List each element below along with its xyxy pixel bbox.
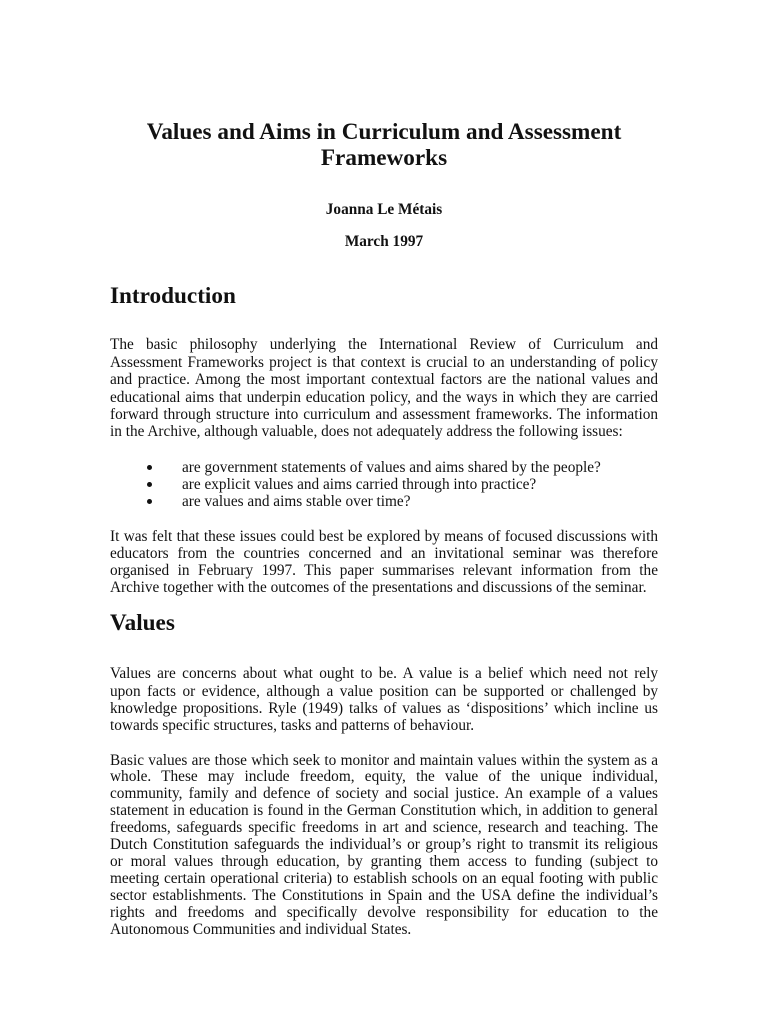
text-line: towards specific structures, tasks and patterns of behaviour. <box>110 717 475 735</box>
publication-date: March 1997 <box>344 233 424 250</box>
text-line: meeting certain operational criteria) to establish schools on an equal footing with public <box>110 869 658 887</box>
bullet-icon <box>147 465 152 470</box>
introduction-paragraph-1 <box>110 336 658 440</box>
issues-bullet-list <box>110 459 658 510</box>
introduction-paragraph-2 <box>110 528 658 596</box>
text-line: and practice. Among the most important contextual factors are the national values and <box>110 371 658 389</box>
bullet-icon <box>147 499 152 504</box>
bullet-icon <box>147 482 152 487</box>
text-line: Dutch Constitution safeguards the individual’s or group’s right to transmit its religious <box>110 836 658 854</box>
bullet-item <box>110 476 658 493</box>
text-line: freedoms, safeguards specific freedoms in art and science, research and teaching. The <box>110 819 658 837</box>
text-line: community, family and defence of society and social justice. An example of a values <box>110 785 658 803</box>
text-line: Basic values are those which seek to monitor and maintain values within the system as a <box>110 751 658 769</box>
text-line: statement in education is found in the German Constitution which, in addition to general <box>110 802 658 820</box>
document-title-line: Frameworks <box>320 145 448 171</box>
text-line: It was felt that these issues could best be explored by means of focused discussions with <box>110 527 658 545</box>
text-line: rights and freedoms and specifically devolve responsibility for education to the <box>110 903 658 921</box>
text-line: Archive together with the outcomes of the presentations and discussions of the seminar. <box>110 578 647 596</box>
text-line: or moral values through education, by granting them access to funding (subject to <box>110 852 658 870</box>
text-line: organised in February 1997. This paper summarises relevant information from the <box>110 561 658 579</box>
text-line: whole. These may include freedom, equity, the value of the unique individual, <box>110 768 658 786</box>
section-heading-introduction: Introduction <box>110 283 236 309</box>
document-title <box>0 119 768 171</box>
text-line: Values are concerns about what ought to be. A value is a belief which need not rely <box>110 665 658 683</box>
text-line: in the Archive, although valuable, does not adequately address the following issues: <box>110 423 623 441</box>
values-paragraph-1 <box>110 665 658 734</box>
bullet-text: are government statements of values and aims shared by the people? <box>182 458 601 476</box>
author: Joanna Le Métais <box>325 201 443 218</box>
values-paragraph-2 <box>110 753 658 939</box>
text-line: educational aims that underpin education policy, and the ways in which they are carried <box>110 388 658 406</box>
text-line: knowledge propositions. Ryle (1949) talks of values as ‘dispositions’ which incline us <box>110 699 658 717</box>
text-line: The basic philosophy underlying the International Review of Curriculum and <box>110 336 658 354</box>
bullet-item <box>110 459 658 476</box>
section-heading-values: Values <box>110 610 175 636</box>
bullet-text: are values and aims stable over time? <box>182 492 411 510</box>
text-line: forward through structure into curriculum and assessment frameworks. The information <box>110 405 658 423</box>
text-line: sector establishments. The Constitutions in Spain and the USA define the individual’s <box>110 886 658 904</box>
text-line: educators from the countries concerned and an invitational seminar was therefore <box>110 544 658 562</box>
text-line: Autonomous Communities and individual States. <box>110 920 412 938</box>
bullet-item <box>110 493 658 510</box>
document-title-line: Values and Aims in Curriculum and Assessment <box>146 119 622 145</box>
bullet-text: are explicit values and aims carried through into practice? <box>182 475 537 493</box>
text-line: Assessment Frameworks project is that context is crucial to an understanding of policy <box>110 353 658 371</box>
text-line: upon facts or evidence, although a value position can be supported or challenged by <box>110 682 658 700</box>
